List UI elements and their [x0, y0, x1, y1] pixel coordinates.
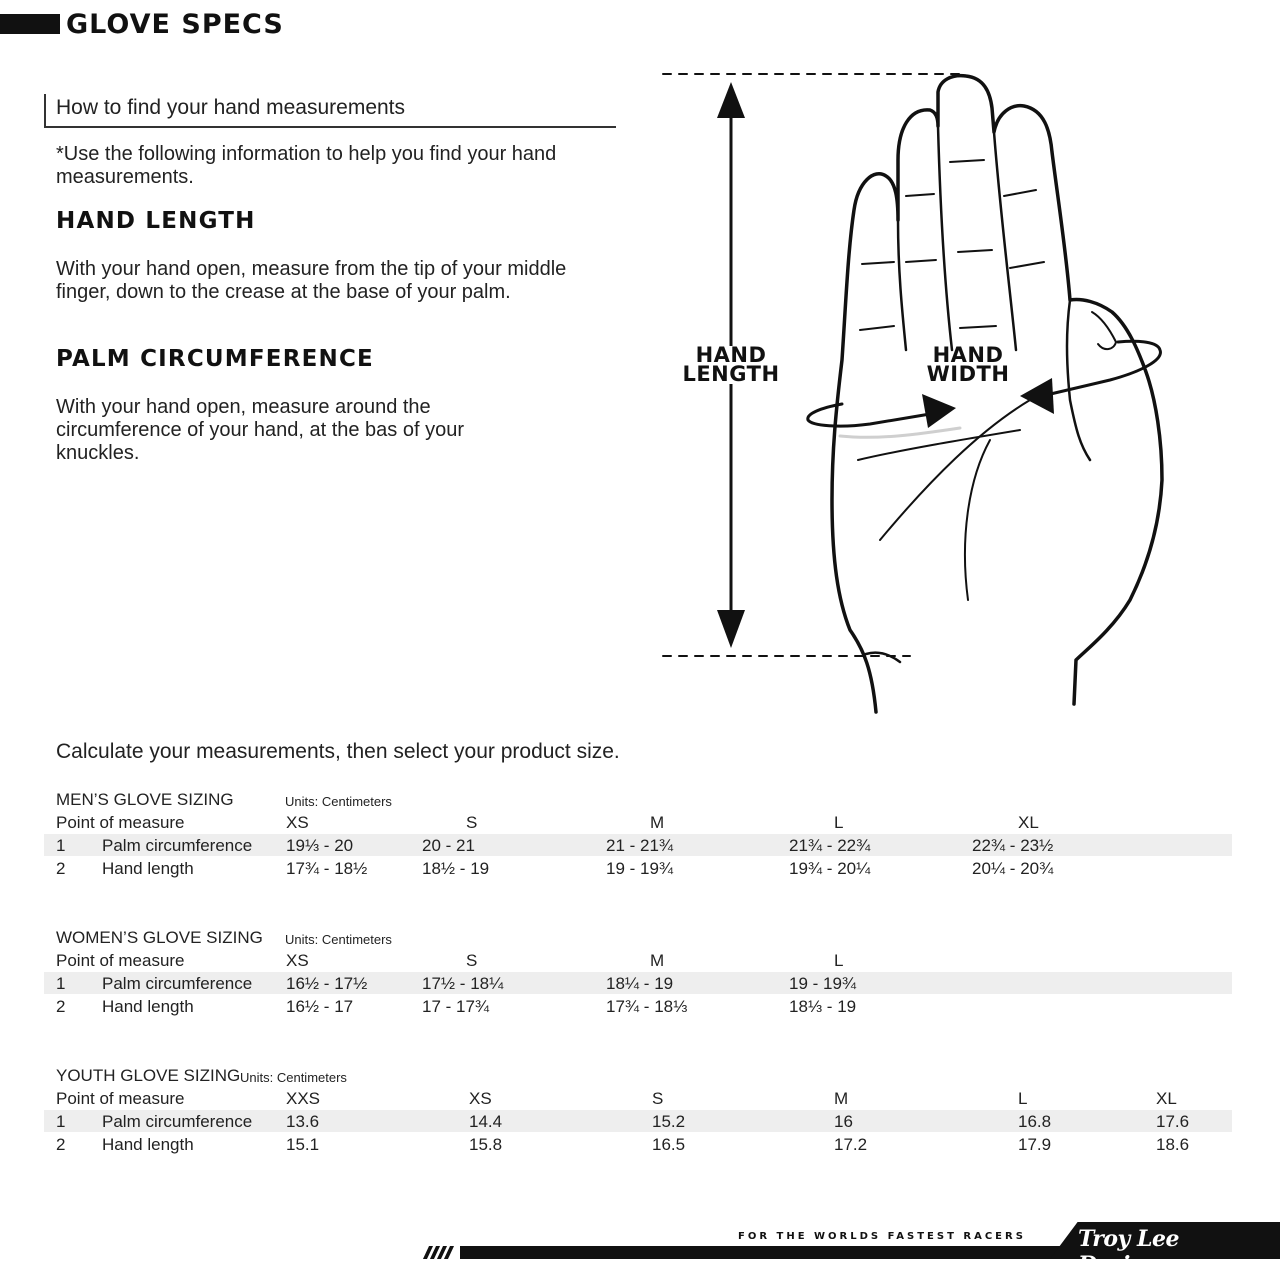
row-label: Hand length — [102, 1135, 194, 1154]
hand-measurement-diagram — [600, 60, 1200, 720]
table-cell: 15.1 — [286, 1135, 320, 1154]
table-cell: 15.2 — [652, 1112, 686, 1131]
hand-length-instructions: With your hand open, measure from the tip of your middle finger, down to the crease at the base of your palm. — [56, 258, 567, 303]
hand-width-label — [912, 343, 1024, 386]
row-label: Hand length — [102, 859, 194, 878]
size-header: M — [834, 1089, 849, 1108]
row-label: Hand length — [102, 997, 194, 1016]
units-label: Units: Centimeters — [240, 1070, 347, 1085]
table-cell: 17.2 — [834, 1135, 868, 1154]
table-cell: 18¼ - 19 — [606, 974, 674, 993]
table-cell: 19¾ - 20¼ — [789, 859, 871, 878]
point-of-measure-header: Point of measure — [56, 813, 185, 832]
page-title: GLOVE SPECS — [66, 9, 284, 40]
table-cell: 16½ - 17 — [286, 997, 354, 1016]
table-cell: 17¾ - 18⅓ — [606, 997, 688, 1016]
hand-length-label-line2: LENGTH — [682, 362, 780, 386]
units-label: Units: Centimeters — [285, 794, 392, 809]
table-title: MEN’S GLOVE SIZING — [56, 790, 234, 809]
size-header: M — [650, 813, 665, 832]
table-cell: 16½ - 17½ — [286, 974, 368, 993]
table-title: WOMEN’S GLOVE SIZING — [56, 928, 263, 947]
intro-heading: How to find your hand measurements — [56, 96, 406, 119]
hand-width-label-line1: HAND — [932, 343, 1004, 367]
palm-circumference-instructions: With your hand open, measure around the circumference of your hand, at the bas of your knuckles. — [56, 396, 464, 464]
size-header: XS — [469, 1089, 492, 1108]
table-cell: 18.6 — [1156, 1135, 1190, 1154]
size-header: XS — [286, 813, 309, 832]
table-cell: 16 — [834, 1112, 853, 1131]
row-number: 1 — [56, 1112, 66, 1131]
row-number: 1 — [56, 974, 66, 993]
hand-length-heading: HAND LENGTH — [56, 208, 256, 234]
table-title: YOUTH GLOVE SIZING — [56, 1066, 241, 1085]
table-cell: 15.8 — [469, 1135, 503, 1154]
row-number: 1 — [56, 836, 66, 855]
footer-tagline: FOR THE WORLDS FASTEST RACERS — [738, 1231, 1026, 1242]
row-label: Palm circumference — [102, 836, 253, 855]
table-cell: 21¾ - 22¾ — [789, 836, 871, 855]
size-header: L — [834, 951, 844, 970]
table-cell: 20¼ - 20¾ — [972, 859, 1054, 878]
table-cell: 19 - 19¾ — [789, 974, 857, 993]
units-label: Units: Centimeters — [285, 932, 392, 947]
table-cell: 19 - 19¾ — [606, 859, 674, 878]
title-bar-accent — [0, 14, 60, 34]
brand-logo: Troy Lee Designs — [1078, 1226, 1179, 1278]
row-number: 2 — [56, 859, 66, 878]
size-header: L — [834, 813, 844, 832]
table-cell: 17.6 — [1156, 1112, 1190, 1131]
table-cell: 17½ - 18¼ — [422, 974, 504, 993]
table-cell: 13.6 — [286, 1112, 320, 1131]
table-cell: 17.9 — [1018, 1135, 1052, 1154]
table-cell: 18½ - 19 — [422, 859, 490, 878]
size-header: XL — [1156, 1089, 1177, 1108]
hand-length-label — [664, 343, 798, 386]
table-cell: 17¾ - 18½ — [286, 859, 368, 878]
row-number: 2 — [56, 1135, 66, 1154]
table-cell: 17 - 17¾ — [422, 997, 490, 1016]
point-of-measure-header: Point of measure — [56, 951, 185, 970]
size-header: XXS — [286, 1089, 321, 1108]
size-header: S — [652, 1089, 664, 1108]
hand-length-label-line1: HAND — [695, 343, 767, 367]
table-cell: 16.5 — [652, 1135, 686, 1154]
size-header: XS — [286, 951, 309, 970]
size-header: M — [650, 951, 665, 970]
size-header: S — [466, 951, 478, 970]
palm-circumference-heading: PALM CIRCUMFERENCE — [56, 346, 374, 372]
row-label: Palm circumference — [102, 974, 253, 993]
size-header: L — [1018, 1089, 1028, 1108]
table-cell: 14.4 — [469, 1112, 503, 1131]
hand-width-label-line2: WIDTH — [926, 362, 1010, 386]
row-number: 2 — [56, 997, 66, 1016]
table-cell: 19⅓ - 20 — [286, 836, 354, 855]
table-cell: 21 - 21¾ — [606, 836, 674, 855]
size-header: XL — [1018, 813, 1039, 832]
point-of-measure-header: Point of measure — [56, 1089, 185, 1108]
table-cell: 16.8 — [1018, 1112, 1052, 1131]
intro-note: *Use the following information to help you find your hand measurements. — [56, 143, 557, 188]
row-label: Palm circumference — [102, 1112, 253, 1131]
table-cell: 22¾ - 23½ — [972, 836, 1054, 855]
size-header: S — [466, 813, 478, 832]
table-cell: 20 - 21 — [422, 836, 475, 855]
calculation-note: Calculate your measurements, then select your product size. — [56, 740, 620, 763]
table-cell: 18⅓ - 19 — [789, 997, 857, 1016]
